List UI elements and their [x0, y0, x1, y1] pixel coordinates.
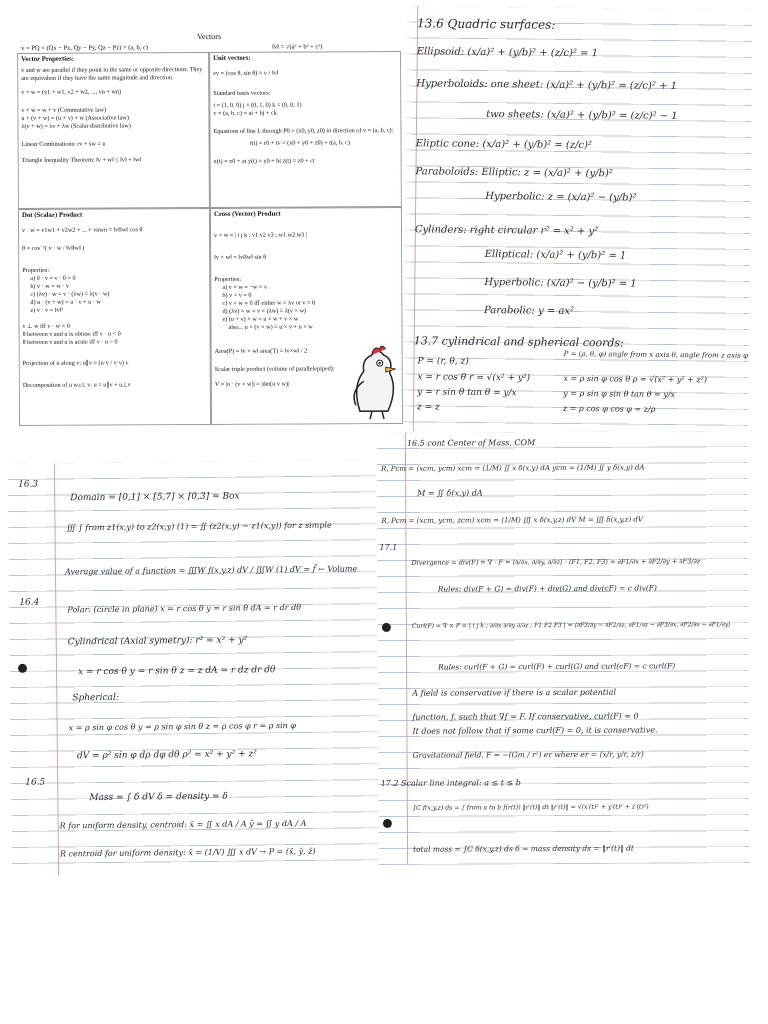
vectors-title: Vectors	[196, 31, 222, 42]
vector-calc-line: 17.2 Scalar line integral: a ≤ t ≤ b	[380, 778, 521, 788]
vector-calc-line: A field is conservative if there is a scalar potential	[412, 687, 617, 698]
cross-product-line: Scalar triple product (volume of parallelepiped):	[214, 365, 335, 374]
unit-vectors-title: Unit vectors:	[213, 54, 251, 62]
dot-product-line: e) v · v = ‖v‖²	[30, 307, 64, 315]
vector-calc-line: Rules: div(F + G) = div(F) + div(G) and div(cF) = c div(F)	[437, 583, 657, 594]
unit-vectors-line: r(t) = r0 + tv = (x0 + y0 + z0) + t(a, b, c)	[249, 139, 350, 147]
coords-line: x = r cos θ r = √(x² + y²)	[417, 372, 531, 384]
coords-line: z = ρ cos φ cos φ = z/ρ	[562, 403, 656, 414]
integrals-line: x = r cos θ y = r sin θ z = z dA = r dz dr dθ	[77, 665, 276, 678]
dot-product-line: c) (λv) · w = v · (λw) = λ(v · w)	[30, 290, 110, 299]
coords-line: x = ρ sin φ cos θ ρ = √(x² + y² + z²)	[563, 373, 708, 385]
dot-product-line: d) u · (v + w) = u · v + u · w	[30, 298, 101, 307]
cross-product-line: Area(P) = ‖v × w‖ area(T) = ‖v×w‖ / 2	[214, 347, 308, 356]
cross-product-title: Cross (Vector) Product	[213, 210, 281, 218]
dot-product-line: b) v · w = w · v	[30, 282, 70, 291]
unit-vectors-line: Equations of line L through P0 = (x0, y0, z0) in direction of v = (a, b, c):	[213, 127, 394, 136]
vector-properties-line: Triangle Inequality Theorem: ‖v + w‖ ≤ ‖v‖ + ‖w‖	[21, 156, 142, 165]
cross-product-line: a) v × w = −w × v	[222, 283, 268, 291]
vector-properties-line: v + w = (v1 + w1, v2 + w2, ..., vn + wn)	[21, 88, 122, 96]
dot-product-line: v · w = v1w1 + v2w2 + ... + vnwn = ‖v‖‖w‖ cos θ	[21, 226, 143, 234]
binder-hole	[383, 819, 392, 828]
quadric-line: Hyperbolic: z = (x/a)² − (y/b)²	[485, 191, 637, 204]
cross-product-line: ‖v × w‖ = ‖v‖‖w‖ sin θ	[214, 253, 267, 261]
cross-product-line: V = |u · (v × w)| = |det(u v w)|	[214, 380, 290, 388]
quadric-line: Parabolic: y = ax²	[483, 305, 575, 317]
quadric-line: Ellipsoid: (x/a)² + (y/b)² + (z/c)² = 1	[416, 46, 599, 60]
vector-calc-line: 16.5 cont Center of Mass, COM	[406, 438, 536, 448]
vector-calc-line: total mass = ∫C δ(x,y,z) ds δ = mass density ds = ‖r′(t)‖ dt	[413, 843, 634, 854]
vector-properties-title: Vector Properties:	[21, 55, 75, 63]
coords-title: 13.7 cylindrical and spherical coords:	[413, 334, 624, 350]
integrals-line: R centroid for uniform density: x̄ = (1/V) ∭ x dV → P = (x̄, ȳ, z̄)	[59, 846, 316, 859]
vector-properties-line: v + w = w + v (Commutative law)	[21, 106, 107, 115]
integrals-line: Average value of a function = ∭W f(x,y,z) dV / ∭W (1) dV = f̄ ← Volume	[64, 564, 358, 577]
integrals-line: ∭ ∫ from z1(x,y) to z2(x,y) (1) = ∬ (z2(x,y) − z1(x,y)) for z simple	[66, 520, 332, 533]
integrals-line: 16.4	[19, 597, 40, 608]
integrals-line: Domain = [0,1] × [5,7] × [0,3] = Box	[70, 491, 240, 504]
dot-product-line: Decomposition of u w.r.t. v: u = u∥v + u⊥v	[22, 380, 131, 389]
dot-product-line: v ⊥ w iff v · w = 0	[22, 323, 70, 331]
vector-properties-line: Linear Combinations: rv + sw = u	[21, 140, 106, 149]
unit-vectors-line: x(t) = x0 + at y(t) = y0 + bt z(t) = z0 + ct	[213, 157, 315, 166]
cross-product-box	[210, 207, 403, 425]
cross-product-line: d) (λv) × w = v × (λw) = λ(v × w)	[222, 307, 307, 316]
vector-calc-line: It does not follow that if some curl(F) = 0, it is conservative.	[412, 725, 658, 736]
integrals-sheet	[8, 460, 380, 876]
cross-product-line: Properties:	[214, 275, 242, 283]
quadric-line: Paraboloids: Elliptic: z = (x/a)² + (y/b)²	[415, 166, 613, 180]
quadric-line: Hyperboloids: one sheet: (x/a)² + (y/b)² = (z/c)² + 1	[416, 78, 678, 93]
quadric-line: Eliptic cone: (x/a)² + (y/b)² = (z/c)²	[415, 138, 593, 152]
integrals-line: Mass = ∫ δ dV δ = density = δ	[89, 791, 228, 804]
coords-line: P = (ρ, θ, φ) angle from x axis θ, angle from z axis φ	[563, 349, 749, 360]
dot-product-title: Dot (Scalar) Product	[21, 211, 83, 219]
quadric-sheet	[403, 6, 752, 435]
integrals-line: Cylindrical (Axial symetry): r² = x² + y²	[67, 635, 248, 648]
rooster-icon	[342, 341, 400, 419]
vector-calc-line: R, Pcm = (xcm, ycm) xcm = (1/M) ∬ x δ(x,y) dA ycm = (1/M) ∬ y δ(x,y) dA	[381, 463, 645, 473]
integrals-line: dV = ρ² sin φ dρ dφ dθ ρ² = x² + y² + z²	[76, 749, 257, 762]
integrals-line: 16.3	[18, 479, 39, 490]
dot-product-line: Properties:	[22, 266, 50, 274]
integrals-line: Polar: (circle in plane) x = r cos θ y = r sin θ dA = r dr dθ	[67, 602, 302, 615]
unit-vectors-line: v = (a, b, c) = ai + bj + ck	[213, 109, 277, 117]
cross-product-line: also... u × (v × w) = u × v + u × w	[228, 323, 313, 332]
unit-vectors-line: ev = (cos θ, sin θ) = v / ‖v‖	[213, 69, 279, 77]
quadric-line: Cylinders: right circular r² = x² + y²	[414, 224, 599, 238]
unit-vectors-line: Standard basis vectors:	[213, 89, 271, 97]
vector-calc-line: ∫C f(x,y,z) ds = ∫ from a to b f(r(t)) ‖r′(t)‖ dt ‖r′(t)‖ = √(x′(t)² + y′(t)² + z′(t)²)	[412, 803, 649, 812]
quadric-line: Elliptical: (x/a)² + (y/b)² = 1	[484, 249, 627, 262]
quadric-line: two sheets: (x/a)² + (y/b)² = (z/c)² − 1	[486, 109, 678, 123]
vector-properties-box	[17, 52, 210, 209]
vector-calc-line: M = ∬ δ(x,y) dA	[417, 488, 483, 498]
vector-properties-line: λ(v + w) = λv + λw (Scalar distributive law)	[21, 122, 131, 131]
integrals-line: x = ρ sin φ cos θ y = ρ sin φ sin θ z = ρ cos φ r = ρ sin φ	[68, 720, 296, 733]
cross-product-line: e) (u + v) × w = u × w + v × w	[222, 315, 299, 324]
dot-product-line: a) 0 · v = v · 0 = 0	[30, 274, 76, 282]
vector-calc-sheet	[377, 431, 749, 865]
unit-vectors-box	[209, 51, 402, 208]
vector-calc-line: Curl(F) = ∇ × F = | i j k ; ∂/∂x ∂/∂y ∂/∂z ; F1 F2 F3 | = ⟨∂F3/∂y − ∂F2/∂z, ∂F1/∂z − ∂F3/∂x, ∂F2/∂x − ∂F1/∂y⟩	[411, 621, 731, 630]
coords-line: y = ρ sin φ sin θ tan θ = y/x	[563, 388, 676, 400]
vector-definition: v = PQ = (Qx − Px, Qy − Py, Qz − Pz) = (a, b, c)	[21, 44, 149, 52]
vector-calc-line: Divergence = div(F) = ∇ · F = ⟨∂/∂x, ∂/∂y, ∂/∂z⟩ · ⟨F1, F2, F3⟩ = ∂F1/∂x + ∂F2/∂y + ∂F3/∂z	[411, 557, 701, 567]
quadric-title: 13.6 Quadric surfaces:	[416, 16, 556, 32]
vector-calc-line: function, f, such that ∇f = F. If conservative, curl(F) = 0	[412, 711, 639, 722]
vector-properties-line: u + (v + w) = (u + v) + w (Associative law)	[21, 114, 129, 123]
vector-magnitude: ‖v‖ = √(a² + b² + c²)	[272, 43, 323, 51]
vector-calc-line: Gravitational field, F = −(Gm / r²) er where er = ⟨x/r, y/r, z/r⟩	[412, 749, 645, 760]
vector-properties-text: v and w are parallel if they point in the same or opposite directions. They are equivalent if they have the same magnitude and direction.	[21, 65, 203, 82]
vectors-sheet	[17, 29, 403, 426]
cross-product-line: c) v × w = 0 iff either w = λv or v = 0	[222, 299, 316, 308]
integrals-line: R for uniform density, centroid: x̄ = ∬ x dA / A ȳ = ∬ y dA / A	[59, 818, 307, 831]
integrals-line: Spherical:	[72, 692, 119, 704]
cross-product-line: v × w = | i j k ; v1 v2 v3 ; w1 w2 w3 |	[214, 231, 308, 239]
quadric-line: Hyperbolic: (x/a)² − (y/b)² = 1	[484, 277, 637, 290]
dot-product-line: θ = cos⁻¹( v · w / ‖v‖‖w‖ )	[22, 244, 85, 252]
vector-calc-line: Rules: curl(F + G) = curl(F) + curl(G) and curl(cF) = c curl(F)	[438, 661, 676, 672]
vector-calc-line: 17.1	[379, 542, 398, 552]
vector-calc-line: R, Pcm = (xcm, ycm, zcm) xcm = (1/M) ∭ x δ(x,y,z) dV M = ∭ δ(x,y,z) dV	[381, 515, 643, 525]
dot-product-line: θ between v and u is obtuse iff v · u < 0	[22, 330, 121, 339]
dot-product-line: θ between v and u is acute iff v · u > 0	[22, 338, 118, 347]
coords-line: y = r sin θ tan θ = y/x	[417, 387, 517, 399]
cross-product-line: b) v × v = 0	[222, 291, 252, 300]
binder-hole	[382, 623, 391, 632]
coords-line: z = z	[416, 402, 440, 413]
dot-product-box	[18, 208, 211, 426]
unit-vectors-line: i = (1, 0, 0) j = (0, 1, 0) k = (0, 0, 1)	[213, 101, 302, 109]
coords-line: P = (r, θ, z)	[417, 356, 469, 367]
dot-product-line: Projection of u along v: u∥v = (u·v / v·v) v	[22, 358, 129, 367]
binder-hole	[18, 664, 27, 673]
integrals-line: 16.5	[25, 777, 46, 788]
